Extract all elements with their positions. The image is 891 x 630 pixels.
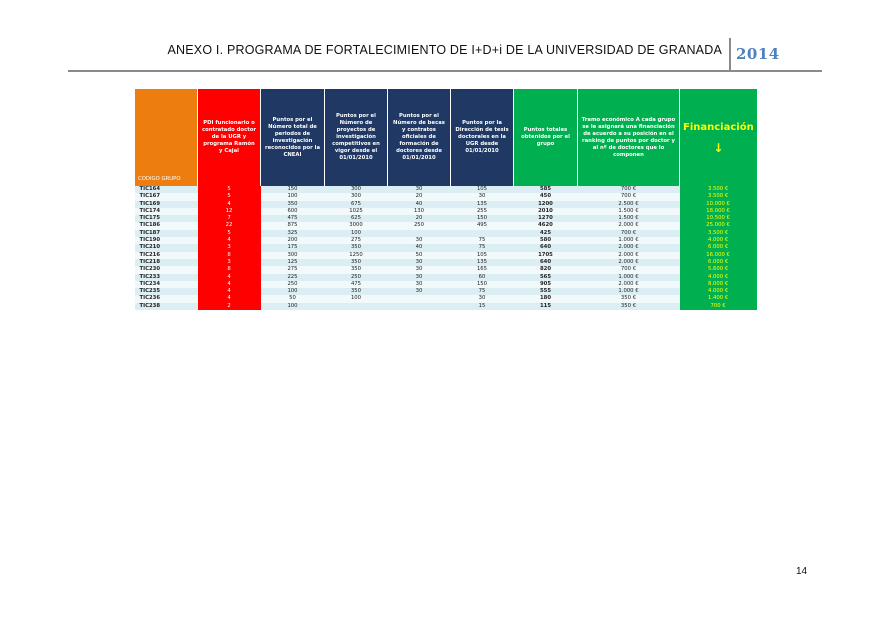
cell-proyectos: 100 bbox=[325, 295, 388, 302]
cell-puntos-totales: 820 bbox=[514, 266, 578, 273]
cell-tramo: 700 € bbox=[578, 266, 680, 273]
cell-puntos-totales: 1200 bbox=[514, 201, 578, 208]
cell-tramo: 350 € bbox=[578, 295, 680, 302]
cell-proyectos: 3000 bbox=[325, 222, 388, 229]
header-year: 2014 bbox=[736, 45, 780, 63]
cell-tesis: 495 bbox=[451, 222, 514, 229]
cell-becas: 30 bbox=[388, 186, 451, 193]
cell-tesis: 30 bbox=[451, 193, 514, 200]
page-number: 14 bbox=[796, 566, 808, 577]
cell-financiacion: 10.000 € bbox=[680, 201, 757, 208]
cell-tesis: 15 bbox=[451, 303, 514, 310]
cell-periodos: 350 bbox=[261, 201, 325, 208]
table-row bbox=[135, 252, 757, 259]
cell-tramo: 700 € bbox=[578, 230, 680, 237]
cell-becas: 40 bbox=[388, 201, 451, 208]
cell-puntos-totales: 2010 bbox=[514, 208, 578, 215]
cell-periodos: 100 bbox=[261, 193, 325, 200]
col-header-proyectos: Puntos por el Número de proyectos de investigación competitivos en vigor desde el 01/01/2010 bbox=[325, 89, 388, 186]
cell-tesis: 135 bbox=[451, 201, 514, 208]
cell-pdi: 4 bbox=[198, 288, 261, 295]
cell-puntos-totales: 4620 bbox=[514, 222, 578, 229]
cell-proyectos: 350 bbox=[325, 259, 388, 266]
cell-periodos: 175 bbox=[261, 244, 325, 251]
cell-periodos: 125 bbox=[261, 259, 325, 266]
cell-tesis: 75 bbox=[451, 288, 514, 295]
cell-becas: 20 bbox=[388, 193, 451, 200]
cell-tramo: 2.500 € bbox=[578, 201, 680, 208]
cell-financiacion: 4.000 € bbox=[680, 237, 757, 244]
cell-pdi: 3 bbox=[198, 244, 261, 251]
table-row bbox=[135, 295, 757, 302]
cell-becas: 250 bbox=[388, 222, 451, 229]
cell-periodos: 100 bbox=[261, 303, 325, 310]
cell-pdi: 4 bbox=[198, 274, 261, 281]
cell-tramo: 1.500 € bbox=[578, 208, 680, 215]
cell-becas: 30 bbox=[388, 259, 451, 266]
col-header-tesis: Puntos por la Dirección de tesis doctorales en la UGR desde 01/01/2010 bbox=[451, 89, 514, 186]
cell-puntos-totales: 905 bbox=[514, 281, 578, 288]
cell-tramo: 1.000 € bbox=[578, 274, 680, 281]
table-row bbox=[135, 274, 757, 281]
cell-proyectos bbox=[325, 303, 388, 310]
cell-periodos: 225 bbox=[261, 274, 325, 281]
cell-periodos: 150 bbox=[261, 186, 325, 193]
cell-puntos-totales: 425 bbox=[514, 230, 578, 237]
table-row bbox=[135, 208, 757, 215]
cell-proyectos: 350 bbox=[325, 288, 388, 295]
cell-tesis bbox=[451, 230, 514, 237]
cell-tesis: 60 bbox=[451, 274, 514, 281]
cell-codigo: TIC175 bbox=[135, 215, 198, 222]
cell-financiacion: 3.500 € bbox=[680, 186, 757, 193]
cell-proyectos: 350 bbox=[325, 244, 388, 251]
cell-pdi: 22 bbox=[198, 222, 261, 229]
cell-puntos-totales: 450 bbox=[514, 193, 578, 200]
cell-proyectos: 625 bbox=[325, 215, 388, 222]
cell-codigo: TIC230 bbox=[135, 266, 198, 273]
cell-financiacion: 6.000 € bbox=[680, 244, 757, 251]
cell-tramo: 1.500 € bbox=[578, 215, 680, 222]
cell-pdi: 3 bbox=[198, 259, 261, 266]
table-row bbox=[135, 230, 757, 237]
cell-financiacion: 4.000 € bbox=[680, 274, 757, 281]
cell-proyectos: 1025 bbox=[325, 208, 388, 215]
cell-becas: 130 bbox=[388, 208, 451, 215]
cell-financiacion: 4.000 € bbox=[680, 288, 757, 295]
financiacion-label: Financiación bbox=[683, 121, 754, 133]
cell-tesis: 165 bbox=[451, 266, 514, 273]
cell-puntos-totales: 565 bbox=[514, 274, 578, 281]
cell-codigo: TIC187 bbox=[135, 230, 198, 237]
cell-financiacion: 3.500 € bbox=[680, 193, 757, 200]
cell-pdi: 7 bbox=[198, 215, 261, 222]
cell-pdi: 5 bbox=[198, 230, 261, 237]
col-header-puntos-totales: Puntos totales obtenidos por el grupo bbox=[514, 89, 578, 186]
cell-periodos: 600 bbox=[261, 208, 325, 215]
cell-tesis: 150 bbox=[451, 215, 514, 222]
table-row bbox=[135, 244, 757, 251]
cell-puntos-totales: 115 bbox=[514, 303, 578, 310]
cell-codigo: TIC174 bbox=[135, 208, 198, 215]
cell-periodos: 100 bbox=[261, 288, 325, 295]
col-header-becas: Puntos por el Número de becas y contratos oficiales de formación de doctores desde 01/01/2010 bbox=[388, 89, 451, 186]
cell-tramo: 1.000 € bbox=[578, 288, 680, 295]
cell-proyectos: 100 bbox=[325, 230, 388, 237]
cell-financiacion: 3.500 € bbox=[680, 230, 757, 237]
cell-puntos-totales: 585 bbox=[514, 186, 578, 193]
header-rule bbox=[68, 70, 822, 72]
table-row bbox=[135, 288, 757, 295]
cell-becas: 40 bbox=[388, 244, 451, 251]
arrow-down-icon: ↓ bbox=[713, 140, 724, 155]
header-divider bbox=[729, 38, 731, 72]
cell-pdi: 8 bbox=[198, 252, 261, 259]
cell-financiacion: 16.000 € bbox=[680, 252, 757, 259]
cell-periodos: 875 bbox=[261, 222, 325, 229]
cell-financiacion: 1.400 € bbox=[680, 295, 757, 302]
cell-codigo: TIC190 bbox=[135, 237, 198, 244]
cell-tramo: 2.000 € bbox=[578, 259, 680, 266]
table-row bbox=[135, 186, 757, 193]
cell-financiacion: 700 € bbox=[680, 303, 757, 310]
cell-pdi: 12 bbox=[198, 208, 261, 215]
table-row bbox=[135, 193, 757, 200]
cell-proyectos: 300 bbox=[325, 193, 388, 200]
table-row bbox=[135, 266, 757, 273]
cell-proyectos: 275 bbox=[325, 237, 388, 244]
cell-periodos: 275 bbox=[261, 266, 325, 273]
table-row bbox=[135, 215, 757, 222]
cell-tesis: 150 bbox=[451, 281, 514, 288]
cell-tesis: 105 bbox=[451, 186, 514, 193]
cell-proyectos: 250 bbox=[325, 274, 388, 281]
col-header-codigo: CODIGO GRUPO bbox=[135, 89, 198, 186]
cell-becas: 30 bbox=[388, 237, 451, 244]
table-row bbox=[135, 201, 757, 208]
col-header-periodos: Puntos por el Número total de periodos de investigación reconocidos por la CNEAI bbox=[261, 89, 325, 186]
cell-codigo: TIC167 bbox=[135, 193, 198, 200]
cell-becas: 30 bbox=[388, 288, 451, 295]
cell-tesis: 255 bbox=[451, 208, 514, 215]
table-row bbox=[135, 281, 757, 288]
cell-tesis: 105 bbox=[451, 252, 514, 259]
cell-pdi: 2 bbox=[198, 303, 261, 310]
table-row bbox=[135, 303, 757, 310]
cell-codigo: TIC216 bbox=[135, 252, 198, 259]
cell-proyectos: 1250 bbox=[325, 252, 388, 259]
cell-tramo: 2.000 € bbox=[578, 222, 680, 229]
cell-becas bbox=[388, 230, 451, 237]
cell-tesis: 135 bbox=[451, 259, 514, 266]
cell-tramo: 700 € bbox=[578, 186, 680, 193]
cell-pdi: 4 bbox=[198, 201, 261, 208]
col-header-pdi: PDI funcionario o contratado doctor de la UGR y programa Ramón y Cajal bbox=[198, 89, 261, 186]
cell-becas: 30 bbox=[388, 281, 451, 288]
cell-codigo: TIC218 bbox=[135, 259, 198, 266]
cell-financiacion: 18.000 € bbox=[680, 208, 757, 215]
table-header-row bbox=[135, 89, 757, 186]
cell-puntos-totales: 1270 bbox=[514, 215, 578, 222]
cell-pdi: 4 bbox=[198, 237, 261, 244]
cell-codigo: TIC238 bbox=[135, 303, 198, 310]
cell-codigo: TIC164 bbox=[135, 186, 198, 193]
cell-tramo: 2.000 € bbox=[578, 252, 680, 259]
cell-becas: 20 bbox=[388, 215, 451, 222]
cell-puntos-totales: 580 bbox=[514, 237, 578, 244]
cell-pdi: 4 bbox=[198, 281, 261, 288]
cell-codigo: TIC235 bbox=[135, 288, 198, 295]
page-header-title: ANEXO I. PROGRAMA DE FORTALECIMIENTO DE I+D+i DE LA UNIVERSIDAD DE GRANADA bbox=[167, 43, 722, 57]
cell-codigo: TIC236 bbox=[135, 295, 198, 302]
cell-proyectos: 300 bbox=[325, 186, 388, 193]
cell-periodos: 200 bbox=[261, 237, 325, 244]
cell-proyectos: 675 bbox=[325, 201, 388, 208]
cell-tesis: 30 bbox=[451, 295, 514, 302]
table-body bbox=[135, 186, 757, 310]
cell-financiacion: 5.600 € bbox=[680, 266, 757, 273]
cell-codigo: TIC169 bbox=[135, 201, 198, 208]
cell-becas: 30 bbox=[388, 274, 451, 281]
cell-tesis: 75 bbox=[451, 237, 514, 244]
cell-tramo: 1.000 € bbox=[578, 237, 680, 244]
cell-pdi: 4 bbox=[198, 295, 261, 302]
table-row bbox=[135, 237, 757, 244]
table-row bbox=[135, 222, 757, 229]
cell-financiacion: 8.000 € bbox=[680, 281, 757, 288]
cell-becas: 50 bbox=[388, 252, 451, 259]
cell-puntos-totales: 1705 bbox=[514, 252, 578, 259]
cell-puntos-totales: 640 bbox=[514, 259, 578, 266]
cell-tesis: 75 bbox=[451, 244, 514, 251]
cell-becas bbox=[388, 303, 451, 310]
cell-tramo: 2.000 € bbox=[578, 281, 680, 288]
cell-codigo: TIC186 bbox=[135, 222, 198, 229]
cell-puntos-totales: 180 bbox=[514, 295, 578, 302]
cell-puntos-totales: 555 bbox=[514, 288, 578, 295]
cell-periodos: 50 bbox=[261, 295, 325, 302]
cell-financiacion: 25.000 € bbox=[680, 222, 757, 229]
cell-financiacion: 6.000 € bbox=[680, 259, 757, 266]
cell-periodos: 475 bbox=[261, 215, 325, 222]
cell-tramo: 350 € bbox=[578, 303, 680, 310]
cell-periodos: 325 bbox=[261, 230, 325, 237]
cell-financiacion: 10.500 € bbox=[680, 215, 757, 222]
col-header-financiacion bbox=[680, 89, 757, 186]
cell-codigo: TIC234 bbox=[135, 281, 198, 288]
cell-pdi: 5 bbox=[198, 186, 261, 193]
cell-puntos-totales: 640 bbox=[514, 244, 578, 251]
cell-tramo: 2.000 € bbox=[578, 244, 680, 251]
funding-table bbox=[134, 89, 757, 310]
cell-tramo: 700 € bbox=[578, 193, 680, 200]
cell-proyectos: 350 bbox=[325, 266, 388, 273]
cell-codigo: TIC210 bbox=[135, 244, 198, 251]
cell-codigo: TIC233 bbox=[135, 274, 198, 281]
cell-pdi: 5 bbox=[198, 193, 261, 200]
cell-proyectos: 475 bbox=[325, 281, 388, 288]
col-header-tramo: Tramo económico A cada grupo se le asignará una financiación de acuerdo a su posición en el ranking de puntos por doctor y al nº de doctores que lo componen bbox=[578, 89, 680, 186]
cell-becas bbox=[388, 295, 451, 302]
cell-periodos: 250 bbox=[261, 281, 325, 288]
table-row bbox=[135, 259, 757, 266]
cell-becas: 30 bbox=[388, 266, 451, 273]
cell-pdi: 8 bbox=[198, 266, 261, 273]
cell-periodos: 300 bbox=[261, 252, 325, 259]
